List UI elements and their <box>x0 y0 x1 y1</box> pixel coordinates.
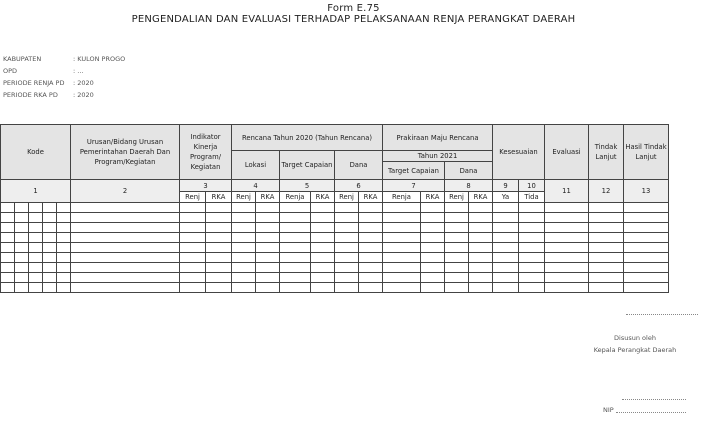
sub-header: Renj <box>232 192 256 203</box>
table-cell <box>519 283 545 293</box>
table-cell <box>445 283 469 293</box>
table-cell <box>421 263 445 273</box>
table-cell <box>256 283 280 293</box>
table-cell <box>545 223 589 233</box>
header-lokasi: Lokasi <box>232 151 280 180</box>
table-cell <box>232 233 256 243</box>
table-cell <box>1 283 15 293</box>
table-cell <box>180 203 206 213</box>
table-cell <box>43 223 57 233</box>
table-cell <box>421 243 445 253</box>
table-cell <box>469 223 493 233</box>
table-cell <box>519 253 545 263</box>
header-kesesuaian: Kesesuaian <box>493 125 545 180</box>
table-cell <box>421 233 445 243</box>
table-cell <box>589 283 624 293</box>
table-cell <box>256 273 280 283</box>
sub-header: Renj <box>445 192 469 203</box>
table-cell <box>589 263 624 273</box>
header-urusan: Urusan/Bidang Urusan Pemerintahan Daerah Dan Program/Kegiatan <box>71 125 180 180</box>
table-cell <box>445 253 469 263</box>
table-cell <box>256 253 280 263</box>
table-cell <box>29 203 43 213</box>
table-cell <box>206 203 232 213</box>
col-number: 8 <box>445 180 493 192</box>
table-cell <box>335 243 359 253</box>
table-cell <box>256 263 280 273</box>
table-cell <box>256 203 280 213</box>
table-cell <box>180 283 206 293</box>
table-cell <box>43 283 57 293</box>
table-cell <box>311 203 335 213</box>
table-cell <box>280 203 311 213</box>
meta-value: : KULON PROGO <box>73 55 126 63</box>
table-cell <box>15 263 29 273</box>
table-cell <box>71 223 180 233</box>
table-cell <box>1 233 15 243</box>
table-cell <box>335 223 359 233</box>
table-cell <box>545 233 589 243</box>
table-cell <box>311 273 335 283</box>
table-cell <box>624 253 669 263</box>
table-cell <box>43 213 57 223</box>
table-cell <box>29 243 43 253</box>
col-number: 3 <box>180 180 232 192</box>
table-cell <box>359 213 383 223</box>
header-target-capaian-2: Target Capaian <box>383 162 445 180</box>
table-cell <box>624 273 669 283</box>
table-cell <box>15 243 29 253</box>
table-cell <box>421 223 445 233</box>
table-cell <box>280 213 311 223</box>
table-cell <box>256 243 280 253</box>
table-cell <box>280 283 311 293</box>
header-dana-2: Dana <box>445 162 493 180</box>
table-cell <box>29 213 43 223</box>
table-cell <box>493 273 519 283</box>
table-cell <box>180 263 206 273</box>
table-cell <box>206 273 232 283</box>
table-cell <box>383 283 421 293</box>
table-cell <box>311 263 335 273</box>
table-cell <box>280 273 311 283</box>
table-cell <box>383 273 421 283</box>
table-cell <box>624 263 669 273</box>
sub-header: Renj <box>180 192 206 203</box>
table-cell <box>624 283 669 293</box>
col-number: 7 <box>383 180 445 192</box>
table-cell <box>421 253 445 263</box>
table-cell <box>589 223 624 233</box>
table-cell <box>469 233 493 243</box>
evaluation-table <box>0 124 669 293</box>
table-cell <box>445 213 469 223</box>
table-cell <box>29 223 43 233</box>
table-cell <box>232 283 256 293</box>
table-cell <box>469 213 493 223</box>
meta-row-periode-renja <box>3 79 125 91</box>
place-date-line <box>626 314 698 315</box>
sub-header: RKA <box>421 192 445 203</box>
table-cell <box>469 273 493 283</box>
table-cell <box>359 203 383 213</box>
table-cell <box>359 273 383 283</box>
table-cell <box>359 243 383 253</box>
table-cell <box>445 273 469 283</box>
meta-value: : 2020 <box>73 79 94 87</box>
header-target-capaian: Target Capaian <box>280 151 335 180</box>
table-cell <box>232 213 256 223</box>
table-cell <box>71 253 180 263</box>
sub-header: RKA <box>469 192 493 203</box>
table-cell <box>180 233 206 243</box>
col-number: 6 <box>335 180 383 192</box>
table-cell <box>383 223 421 233</box>
table-cell <box>624 223 669 233</box>
table-cell <box>359 283 383 293</box>
table-cell <box>280 253 311 263</box>
table-cell <box>359 253 383 263</box>
table-cell <box>589 233 624 243</box>
table-row <box>1 203 669 213</box>
header-hasil-tindak-lanjut: Hasil Tindak Lanjut <box>624 125 669 180</box>
table-cell <box>232 223 256 233</box>
meta-label: PERIODE RKA PD <box>3 91 58 99</box>
table-cell <box>15 213 29 223</box>
meta-row-kabupaten <box>3 55 125 67</box>
header-evaluasi: Evaluasi <box>545 125 589 180</box>
sub-header: Renja <box>383 192 421 203</box>
col-number: 11 <box>545 180 589 203</box>
table-cell <box>232 203 256 213</box>
table-cell <box>206 283 232 293</box>
table-cell <box>43 233 57 243</box>
table-cell <box>421 283 445 293</box>
table-cell <box>1 223 15 233</box>
table-cell <box>1 243 15 253</box>
meta-label: KABUPATEN <box>3 55 42 63</box>
meta-row-opd <box>3 67 125 79</box>
signature-position: Kepala Perangkat Daerah <box>593 346 677 354</box>
table-cell <box>545 243 589 253</box>
table-cell <box>493 203 519 213</box>
table-cell <box>1 273 15 283</box>
table-cell <box>359 233 383 243</box>
table-cell <box>493 243 519 253</box>
table-cell <box>1 253 15 263</box>
table-cell <box>445 263 469 273</box>
table-cell <box>206 213 232 223</box>
table-cell <box>43 253 57 263</box>
table-cell <box>206 253 232 263</box>
column-number-row <box>1 180 669 192</box>
table-cell <box>589 253 624 263</box>
signature-name-line <box>622 399 686 400</box>
table-cell <box>180 273 206 283</box>
table-cell <box>256 223 280 233</box>
table-cell <box>15 233 29 243</box>
table-cell <box>421 213 445 223</box>
col-number: 13 <box>624 180 669 203</box>
table-cell <box>624 243 669 253</box>
table-cell <box>383 243 421 253</box>
table-cell <box>1 263 15 273</box>
table-cell <box>280 263 311 273</box>
sub-header: Renj <box>335 192 359 203</box>
table-cell <box>71 203 180 213</box>
table-cell <box>206 263 232 273</box>
table-cell <box>589 273 624 283</box>
table-cell <box>545 263 589 273</box>
table-cell <box>15 283 29 293</box>
meta-block <box>3 55 125 103</box>
table-cell <box>519 233 545 243</box>
table-cell <box>57 263 71 273</box>
header-row-1 <box>1 125 669 151</box>
table-cell <box>545 283 589 293</box>
table-cell <box>469 243 493 253</box>
col-number: 2 <box>71 180 180 203</box>
table-cell <box>180 223 206 233</box>
table-cell <box>57 213 71 223</box>
table-cell <box>469 203 493 213</box>
table-row <box>1 263 669 273</box>
table-cell <box>493 253 519 263</box>
table-cell <box>57 283 71 293</box>
table-cell <box>335 233 359 243</box>
table-cell <box>519 213 545 223</box>
table-cell <box>311 223 335 233</box>
sub-header: RKA <box>359 192 383 203</box>
header-tindak-lanjut: Tindak Lanjut <box>589 125 624 180</box>
table-cell <box>57 273 71 283</box>
table-cell <box>589 213 624 223</box>
nip-line <box>616 412 686 413</box>
table-cell <box>256 213 280 223</box>
table-cell <box>232 273 256 283</box>
table-cell <box>383 233 421 243</box>
table-cell <box>15 203 29 213</box>
table-cell <box>256 233 280 243</box>
table-cell <box>445 203 469 213</box>
table-cell <box>15 223 29 233</box>
table-cell <box>57 223 71 233</box>
table-row <box>1 223 669 233</box>
table-cell <box>43 203 57 213</box>
meta-row-periode-rka <box>3 91 125 103</box>
table-cell <box>71 233 180 243</box>
table-cell <box>519 273 545 283</box>
table-cell <box>280 243 311 253</box>
table-cell <box>57 233 71 243</box>
table-cell <box>335 253 359 263</box>
col-number: 5 <box>280 180 335 192</box>
sub-header: Tida <box>519 192 545 203</box>
table-cell <box>311 213 335 223</box>
table-cell <box>15 273 29 283</box>
table-cell <box>232 243 256 253</box>
table-cell <box>311 253 335 263</box>
table-cell <box>43 243 57 253</box>
nip-label: NIP <box>603 406 614 414</box>
document-title: PENGENDALIAN DAN EVALUASI TERHADAP PELAKSANAAN RENJA PERANGKAT DAERAH <box>131 14 576 25</box>
sub-header: RKA <box>206 192 232 203</box>
table-cell <box>445 243 469 253</box>
table-cell <box>71 243 180 253</box>
table-cell <box>493 263 519 273</box>
table-cell <box>624 213 669 223</box>
sub-header: RKA <box>256 192 280 203</box>
table-cell <box>493 283 519 293</box>
table-cell <box>493 213 519 223</box>
header-kode: Kode <box>1 125 71 180</box>
table-cell <box>359 263 383 273</box>
meta-label: OPD <box>3 67 18 75</box>
table-cell <box>71 263 180 273</box>
table-cell <box>445 223 469 233</box>
table-cell <box>335 263 359 273</box>
table-cell <box>383 253 421 263</box>
form-code: Form E.75 <box>327 3 380 14</box>
table-cell <box>311 233 335 243</box>
table-cell <box>206 223 232 233</box>
table-cell <box>335 213 359 223</box>
meta-value: : ... <box>73 67 84 75</box>
table-cell <box>180 253 206 263</box>
table-row <box>1 283 669 293</box>
header-dana: Dana <box>335 151 383 180</box>
sub-header: RKA <box>311 192 335 203</box>
header-prakiraan: Prakiraan Maju Rencana <box>383 125 493 151</box>
table-cell <box>545 203 589 213</box>
table-cell <box>493 233 519 243</box>
table-cell <box>15 253 29 263</box>
table-cell <box>383 213 421 223</box>
table-cell <box>421 203 445 213</box>
table-cell <box>519 243 545 253</box>
table-row <box>1 243 669 253</box>
table-cell <box>545 213 589 223</box>
table-cell <box>232 263 256 273</box>
table-cell <box>280 233 311 243</box>
table-cell <box>57 243 71 253</box>
table-cell <box>589 243 624 253</box>
header-tahun-2021: Tahun 2021 <box>383 151 493 162</box>
table-cell <box>57 253 71 263</box>
table-cell <box>232 253 256 263</box>
table-cell <box>335 283 359 293</box>
table-cell <box>469 283 493 293</box>
table-cell <box>624 233 669 243</box>
col-number: 1 <box>1 180 71 203</box>
table-cell <box>383 263 421 273</box>
table-cell <box>445 233 469 243</box>
table-cell <box>71 283 180 293</box>
table-cell <box>29 283 43 293</box>
sub-header: Ya <box>493 192 519 203</box>
table-cell <box>383 203 421 213</box>
table-cell <box>29 253 43 263</box>
signature-prepared-by: Disusun oleh <box>614 334 656 342</box>
table-row <box>1 213 669 223</box>
table-cell <box>43 273 57 283</box>
table-cell <box>1 203 15 213</box>
table-cell <box>469 263 493 273</box>
table-cell <box>180 213 206 223</box>
col-number: 9 <box>493 180 519 192</box>
table-cell <box>335 273 359 283</box>
table-cell <box>1 213 15 223</box>
table-cell <box>43 263 57 273</box>
table-cell <box>545 273 589 283</box>
table-row <box>1 233 669 243</box>
table-cell <box>180 243 206 253</box>
table-cell <box>493 223 519 233</box>
table-cell <box>206 233 232 243</box>
table-cell <box>519 203 545 213</box>
sub-header: Renja <box>280 192 311 203</box>
table-cell <box>519 263 545 273</box>
table-cell <box>624 203 669 213</box>
col-number: 10 <box>519 180 545 192</box>
header-rencana: Rencana Tahun 2020 (Tahun Rencana) <box>232 125 383 151</box>
table-cell <box>545 253 589 263</box>
table-cell <box>335 203 359 213</box>
table-cell <box>71 213 180 223</box>
table-cell <box>206 243 232 253</box>
table-row <box>1 273 669 283</box>
table-cell <box>421 273 445 283</box>
col-number: 12 <box>589 180 624 203</box>
table-cell <box>589 203 624 213</box>
table-cell <box>29 233 43 243</box>
meta-label: PERIODE RENJA PD <box>3 79 65 87</box>
table-cell <box>311 243 335 253</box>
col-number: 4 <box>232 180 280 192</box>
table-cell <box>311 283 335 293</box>
table-cell <box>469 253 493 263</box>
table-row <box>1 253 669 263</box>
table-cell <box>29 273 43 283</box>
header-indikator: Indikator Kinerja Program/ Kegiatan <box>180 125 232 180</box>
meta-value: : 2020 <box>73 91 94 99</box>
table-cell <box>71 273 180 283</box>
table-cell <box>359 223 383 233</box>
table-cell <box>29 263 43 273</box>
table-cell <box>519 223 545 233</box>
table-cell <box>280 223 311 233</box>
table-cell <box>57 203 71 213</box>
